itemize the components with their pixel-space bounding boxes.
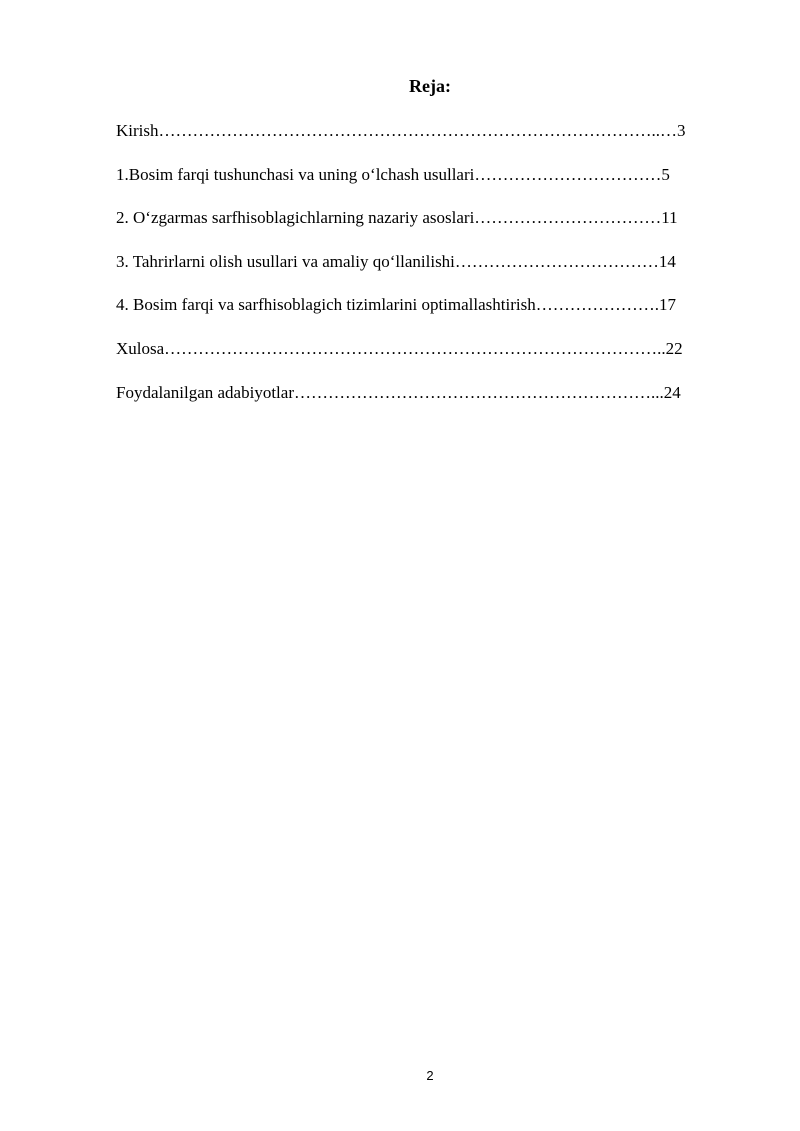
- page-title: Reja:: [409, 76, 451, 96]
- toc-entry: [116, 294, 746, 338]
- toc-entry-text: Xulosa……………………………………………………………………………..22: [116, 338, 683, 358]
- toc-entry: [116, 207, 746, 251]
- toc-entry-text: Kirish……………………………………………………………………………..…3: [116, 121, 686, 140]
- table-of-contents: [116, 120, 746, 425]
- toc-entry: [116, 164, 746, 208]
- toc-entry: [116, 382, 746, 426]
- toc-entry: [116, 251, 746, 295]
- toc-entry-text: 4. Bosim farqi va sarfhisoblagich tizimlarini optimallashtirish………………….17: [116, 295, 676, 315]
- toc-entry: [116, 338, 746, 382]
- toc-entry-text: 1.Bosim farqi tushunchasi va uning oʻlchash usullari……………………………5: [116, 164, 670, 184]
- toc-entry-text: 2. Oʻzgarmas sarfhisoblagichlarning nazariy asoslari……………………………11: [116, 208, 678, 228]
- toc-entry-text: 3. Tahrirlarni olish usullari va amaliy qoʻllanilishi………………………………14: [116, 251, 676, 271]
- page-number: 2: [426, 1068, 434, 1083]
- toc-entry: [116, 120, 746, 164]
- toc-entry-text: Foydalanilgan adabiyotlar………………………………………………………...24: [116, 382, 681, 402]
